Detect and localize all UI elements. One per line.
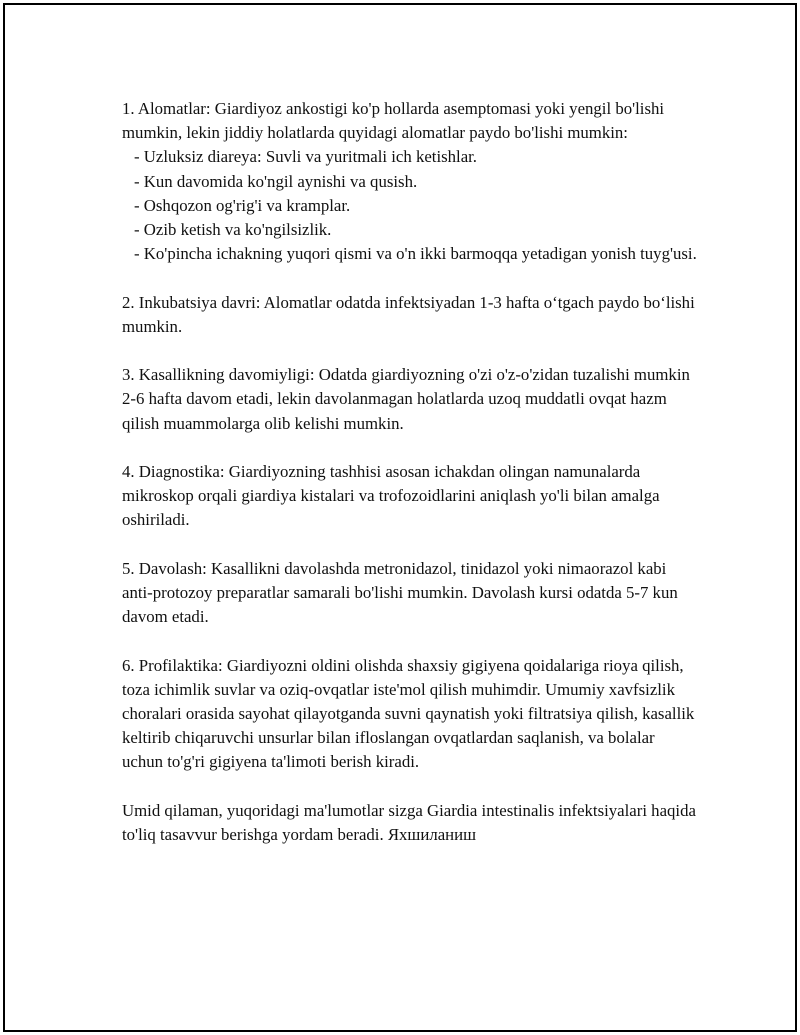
list-item (122, 145, 697, 169)
section-duration (122, 363, 697, 436)
section-closing (122, 799, 697, 847)
document-body (122, 97, 697, 871)
list-item-text: - Ozib ketish va ko'ngilsizlik. (134, 220, 332, 240)
closing-paragraph: Umid qilaman, yuqoridagi ma'lumotlar sizga Giardia intestinalis infektsiyalari haqida to'liq tasavvur berishga yordam beradi. Яхшиланиш (122, 800, 696, 844)
section-prevention (122, 654, 697, 775)
list-item (122, 170, 697, 194)
section-paragraph: 1. Alomatlar: Giardiyoz ankostigi ko'p hollarda asemptomasi yoki yengil bo'lishi mumkin, lekin jiddiy holatlarda quyidagi alomatlar paydo bo'lishi mumkin: (122, 99, 665, 143)
section-paragraph: 5. Davolash: Kasallikni davolashda metronidazol, tinidazol yoki nimaorazol kabi anti-protozoy preparatlar samarali bo'lishi mumkin. Davolash kursi odatda 5-7 kun davom etadi. (122, 558, 678, 627)
list-item-text: - Ko'pincha ichakning yuqori qismi va o'n ikki barmoqqa yetadigan yonish tuyg'usi. (134, 244, 697, 264)
list-item-text: - Oshqozon og'rig'i va kramplar. (134, 195, 351, 215)
section-paragraph: 4. Diagnostika: Giardiyozning tashhisi asosan ichakdan olingan namunalarda mikroskop orqali giardiya kistalari va trofozoidlarini aniqlash yo'li bilan amalga oshiriladi. (122, 462, 660, 530)
list-item (122, 194, 697, 218)
page-frame (3, 3, 797, 1032)
symptom-list (122, 145, 697, 266)
section-incubation (122, 291, 697, 339)
section-diagnostics (122, 460, 697, 533)
section-paragraph: 6. Profilaktika: Giardiyozni oldini olishda shaxsiy gigiyena qoidalariga rioya qilish, toza ichimlik suvlar va oziq-ovqatlar iste'mol qilish muhimdir. Umumiy xavfsizlik choralari orasida sayohat qilayotganda suvni qaynatish yoki filtratsiya qilish, kasallik keltirib chiqaruvchi unsurlar bilan ifloslangan ovqatlardan saqlanish, va bolalar uchun to'g'ri gigiyena ta'limoti berish kiradi. (122, 655, 695, 772)
section-paragraph: 3. Kasallikning davomiyligi: Odatda giardiyozning o'zi o'z-o'zidan tuzalishi mumkin 2-6 hafta davom etadi, lekin davolanmagan holatlarda uzoq muddatli ovqat hazm qilish muammolarga olib kelishi mumkin. (122, 365, 690, 433)
list-item (122, 218, 697, 242)
section-treatment (122, 557, 697, 630)
list-item-text: - Uzluksiz diareya: Suvli va yuritmali ich ketishlar. (134, 147, 477, 167)
list-item (122, 242, 697, 266)
section-symptoms (122, 97, 697, 266)
section-paragraph: 2. Inkubatsiya davri: Alomatlar odatda infektsiyadan 1-3 hafta o‘tgach paydo bo‘lishi mumkin. (122, 292, 695, 336)
list-item-text: - Kun davomida ko'ngil aynishi va qusish. (134, 171, 418, 191)
